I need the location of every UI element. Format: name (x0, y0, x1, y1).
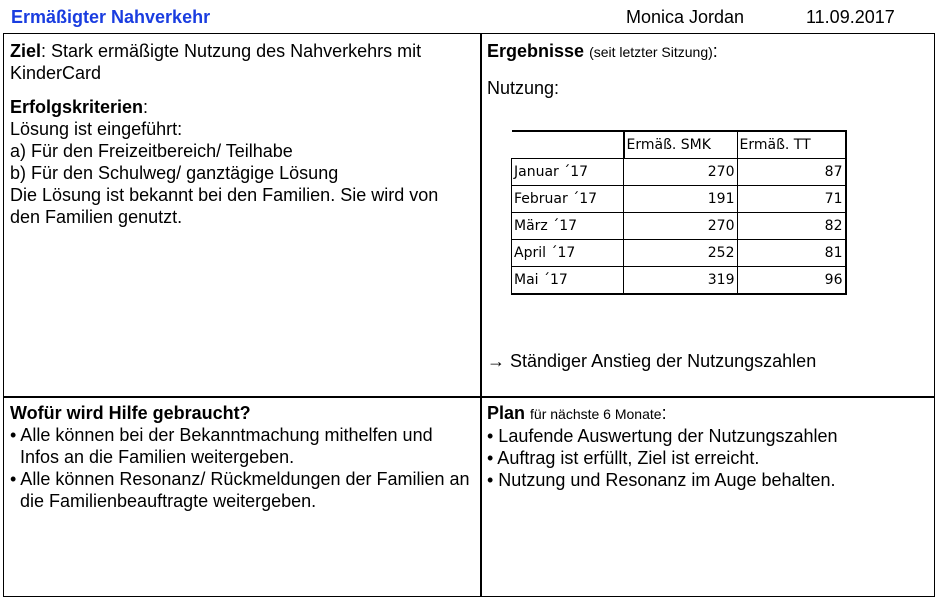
goal-statement (10, 40, 472, 84)
goal-text: : Stark ermäßigte Nutzung des Nahverkehrs mit KinderCard (10, 41, 422, 83)
month-cell: Januar ´17 (512, 159, 624, 186)
document-title: Ermäßigter Nahverkehr (11, 7, 211, 27)
table-header-row (512, 131, 846, 159)
month-cell: März ´17 (512, 213, 624, 240)
tt-cell: 96 (737, 267, 846, 295)
results-label: Ergebnisse (487, 41, 585, 61)
help-section (10, 402, 476, 512)
table-row (512, 267, 846, 295)
results-colon: : (712, 41, 718, 61)
results-section (487, 40, 927, 390)
document-date: 11.09.2017 (806, 7, 895, 27)
criteria-line: Lösung ist eingeführt: (10, 119, 183, 139)
criteria-line: a) Für den Freizeitbereich/ Teilhabe (10, 141, 293, 161)
help-bullet: • Alle können Resonanz/ Rückmeldungen der Familien an die Familienbeauftragte weitergeben. (10, 469, 470, 511)
smk-cell: 191 (624, 186, 738, 213)
column-header: Ermäß. TT (737, 131, 846, 159)
column-header: Ermäß. SMK (624, 131, 738, 159)
tt-cell: 71 (737, 186, 846, 213)
results-heading (487, 40, 927, 63)
usage-label: Nutzung: (487, 78, 560, 98)
criteria-colon: : (143, 97, 149, 117)
usage-table (511, 130, 847, 295)
table-row (512, 159, 846, 186)
help-bullet: • Alle können bei der Bekanntmachung mithelfen und Infos an die Familien weitergeben. (10, 425, 433, 467)
plan-heading (487, 402, 927, 425)
document-header (0, 0, 947, 34)
smk-cell: 252 (624, 240, 738, 267)
table-row (512, 240, 846, 267)
tt-cell: 82 (737, 213, 846, 240)
smk-cell: 270 (624, 159, 738, 186)
plan-bullet: • Nutzung und Resonanz im Auge behalten. (487, 470, 836, 490)
grid-divider-horizontal (4, 396, 934, 398)
plan-colon: : (661, 403, 667, 423)
goal-label: Ziel (10, 41, 42, 61)
quadrant-grid (3, 33, 935, 597)
tt-cell: 81 (737, 240, 846, 267)
table-corner (512, 131, 624, 159)
smk-cell: 270 (624, 213, 738, 240)
results-sub: (seit letzter Sitzung) (589, 44, 713, 60)
plan-sub: für nächste 6 Monate (530, 406, 662, 422)
plan-bullet: • Auftrag ist erfüllt, Ziel ist erreicht. (487, 448, 760, 468)
plan-label: Plan (487, 403, 526, 423)
goal-section (10, 40, 472, 228)
criteria-line: Die Lösung ist bekannt bei den Familien. Sie wird von den Familien genutzt. (10, 185, 439, 227)
help-heading: Wofür wird Hilfe gebraucht? (10, 403, 251, 423)
criteria-heading (10, 96, 472, 118)
month-cell: Februar ´17 (512, 186, 624, 213)
plan-section (487, 402, 927, 491)
month-cell: Mai ´17 (512, 267, 624, 295)
month-cell: April ´17 (512, 240, 624, 267)
table-row (512, 213, 846, 240)
author-name: Monica Jordan (626, 7, 745, 27)
smk-cell: 319 (624, 267, 738, 295)
criteria-label: Erfolgskriterien (10, 97, 144, 117)
grid-divider-vertical (480, 34, 482, 596)
tt-cell: 87 (737, 159, 846, 186)
plan-bullet: • Laufende Auswertung der Nutzungszahlen (487, 426, 838, 446)
results-conclusion: → Ständiger Anstieg der Nutzungszahlen (487, 351, 817, 371)
criteria-line: b) Für den Schulweg/ ganztägige Lösung (10, 163, 339, 183)
table-row (512, 186, 846, 213)
